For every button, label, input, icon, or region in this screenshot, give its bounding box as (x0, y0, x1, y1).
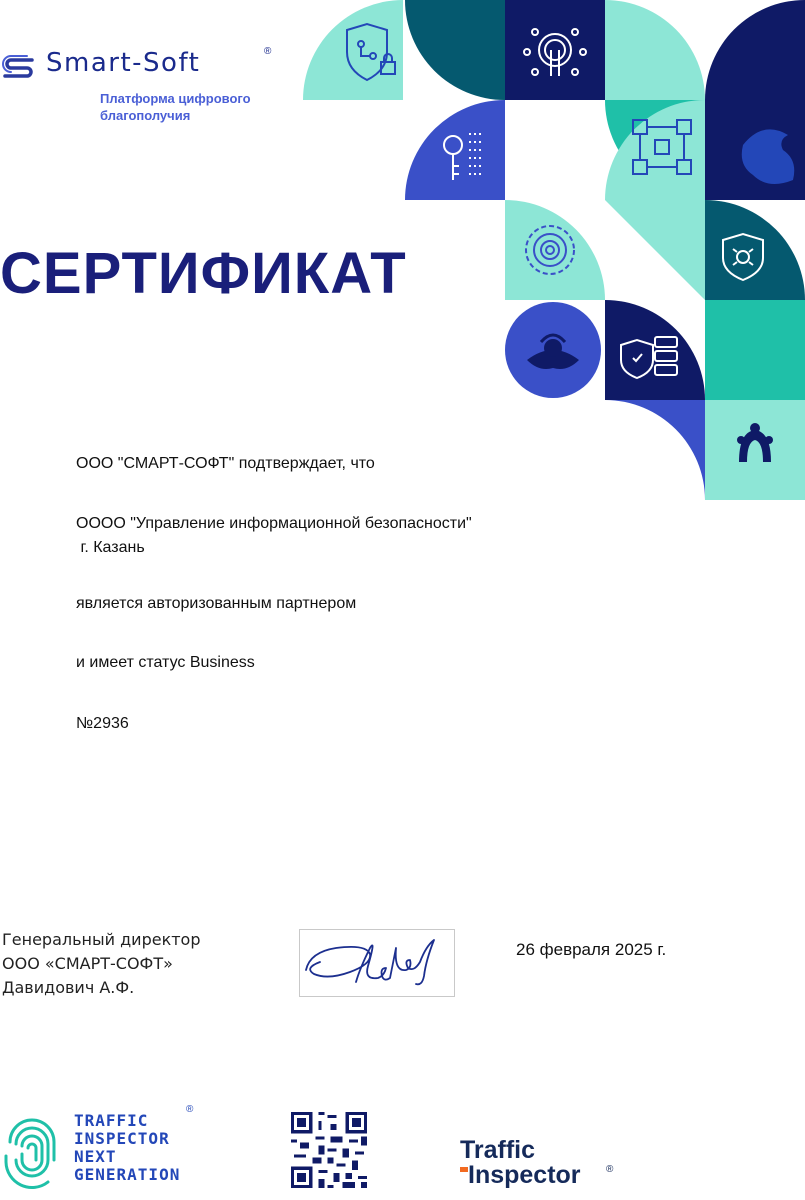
signatory-block (2, 928, 201, 1000)
logo-registered-mark: ® (264, 46, 272, 57)
tingle-line2: INSPECTOR (74, 1129, 170, 1148)
signatory-company: ООО «СМАРТ-СОФТ» (2, 954, 173, 973)
ti-accent-bar (460, 1167, 468, 1172)
qr-code (291, 1112, 367, 1188)
partner-line: является авторизованным партнером (76, 595, 357, 612)
tingle-line1: TRAFFIC (74, 1111, 149, 1130)
ti-registered-mark: ® (606, 1164, 614, 1175)
status-line: и имеет статус Business (76, 654, 255, 671)
decorative-mosaic (303, 0, 805, 500)
issue-date: 26 февраля 2025 г. (516, 940, 667, 959)
smart-soft-logo-icon (2, 54, 36, 80)
handwritten-signature-image (300, 930, 454, 996)
signatory-position: Генеральный директор (2, 930, 201, 949)
tingle-line4: GENERATION (74, 1165, 181, 1184)
confirmation-line: ООО "СМАРТ-СОФТ" подтверждает, что (76, 455, 375, 472)
logo-tagline (100, 90, 280, 124)
certificate-number: №2936 (76, 715, 129, 732)
tingle-wordmark (74, 1112, 180, 1184)
company-logo (2, 46, 292, 126)
fingerprint-icon (2, 1112, 62, 1190)
ti-line2: Inspector (468, 1161, 581, 1189)
signatory-name: Давидович А.Ф. (2, 978, 135, 997)
ti-line1: Traffic (460, 1136, 536, 1164)
tingle-registered-mark: ® (186, 1104, 194, 1115)
organization-name: ОООО "Управление информационной безопасности" (76, 515, 472, 532)
logo-name: Smart-Soft (46, 48, 201, 78)
logo-tagline-line2: благополучия (100, 108, 191, 123)
tingle-logo (2, 1104, 202, 1194)
organization-city: г. Казань (76, 539, 145, 556)
logo-tagline-line1: Платформа цифрового (100, 91, 251, 106)
tingle-line3: NEXT (74, 1147, 117, 1166)
certificate-title: СЕРТИФИКАТ (0, 241, 407, 306)
traffic-inspector-logo (460, 1138, 630, 1198)
signature (299, 929, 455, 997)
